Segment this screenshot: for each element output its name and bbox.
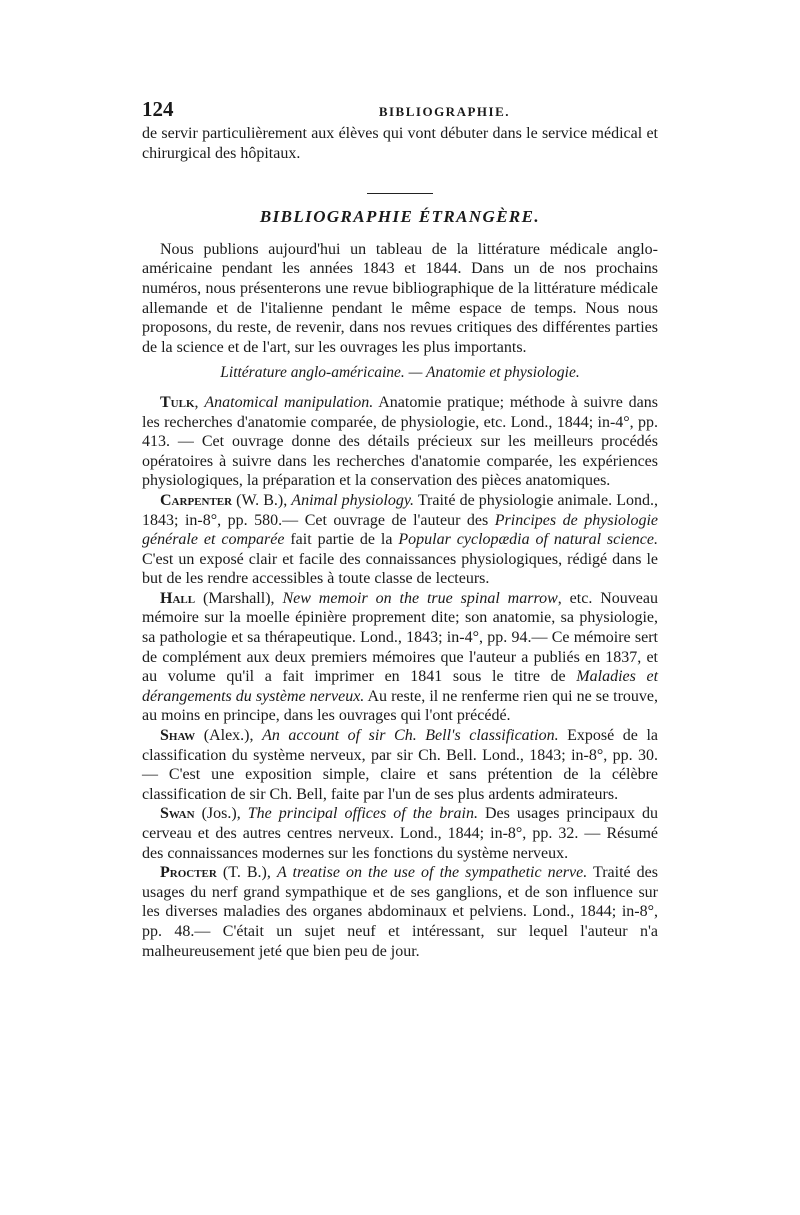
- entry-body-secondary: Au reste, il ne renferme rien qui ne se trouve, au moins en principe, dans les ouvrages qui l'ont précédé.: [142, 687, 658, 725]
- entry-author: Carpenter: [160, 491, 233, 509]
- entry-body: Traité de physiologie animale. Lond., 1843; in-8°, pp. 580.— Cet ouvrage de l'auteur des: [142, 491, 659, 529]
- entry-author-suffix: (Jos.),: [194, 805, 248, 823]
- section-intro: Nous publions aujourd'hui un tableau de la littérature médicale anglo-américaine pendant les années 1843 et 1844. Dans un de nos prochains numéros, nous présenterons une revue bibliographique de la littérature médicale allemande et de l'italienne pendant le même espace de temps. Nous nous proposons, du reste, de revenir, dans nos revues critiques des différentes parties de la science et de l'art, sur les ouvrages les plus importants.: [142, 240, 658, 356]
- entry-title: Animal physiology.: [291, 491, 415, 509]
- bibliography-entry: [142, 726, 658, 804]
- entry-author-suffix: (Alex.),: [195, 727, 263, 745]
- intro-continuation: de servir particulièrement aux élèves qui vont débuter dans le service médical et chirurgical des hôpitaux.: [142, 125, 658, 162]
- entry-body: , etc. Nouveau mémoire sur la moelle épinière proprement dite; son anatomie, sa physiologie, sa pathologie et sa thérapeutique. Lond., 1843; in-4°, pp. 94.— Ce mémoire sert de complément aux deux premiers mémoires que l'auteur a publiés en 1837, et au volume qu'il a fait imprimer en 1841 sous le titre de: [142, 589, 658, 686]
- entry-author: Swan: [160, 805, 195, 823]
- page-number: 124: [142, 97, 174, 121]
- bibliography-entry: [142, 491, 658, 589]
- bibliography-entry: [142, 804, 658, 863]
- section-divider: [367, 193, 433, 194]
- entry-body-tertiary: C'est un exposé clair et facile des connaissances physiologiques, rédigé dans le but de les rendre accessibles à toute classe de lecteurs.: [142, 550, 658, 588]
- entry-title: An account of sir Ch. Bell's classification.: [262, 727, 559, 745]
- entry-author: Procter: [160, 864, 217, 882]
- entry-author-suffix: ,: [194, 393, 205, 411]
- entry-title: New memoir on the true spinal marrow: [282, 589, 558, 607]
- section-title: BIBLIOGRAPHIE ÉTRANGÈRE.: [259, 207, 541, 227]
- entry-title: A treatise on the use of the sympathetic nerve.: [276, 864, 588, 882]
- subsection-title: Littérature anglo-américaine. — Anatomie et physiologie.: [220, 364, 580, 382]
- entry-author-suffix: (W. B.),: [232, 491, 292, 509]
- entry-author: Shaw: [160, 727, 196, 745]
- text-column: [142, 97, 659, 961]
- bibliography-entry: [142, 589, 658, 726]
- entry-author: Hall: [160, 589, 196, 607]
- entry-title: The principal offices of the brain.: [247, 805, 478, 823]
- entry-body: Exposé de la classification du système nerveux, par sir Ch. Bell. Lond., 1843; in-8°, pp. 30. — C'est une exposition simple, claire et sans prétention de la célèbre classification de sir Ch. Bell, faite par l'un de ses plus ardents admirateurs.: [142, 727, 658, 803]
- entry-body: Traité des usages du nerf grand sympathique et de ses ganglions, et de son influence sur les diverses maladies des organes abdominaux et pelviens. Lond., 1844; in-8°, pp. 48.— C'était un sujet neuf et intéressant, sur lequel l'auteur n'a malheureusement jeté que bien peu de jour.: [142, 864, 659, 960]
- entry-author: Tulk: [160, 393, 195, 411]
- entry-author-suffix: (Marshall),: [195, 589, 283, 607]
- entry-title-secondary: Principes de physiologie générale et comparée: [142, 511, 659, 549]
- entry-body: Anatomie pratique; méthode à suivre dans les recherches d'anatomie comparée, de physiologie, etc. Lond., 1844; in-4°, pp. 413. — Cet ouvrage donne des détails précieux sur les meilleurs procédés opératoires à suivre dans les recherches d'anatomie comparée, les expériences physiologiques, la préparation et la conservation des pièces anatomiques.: [142, 393, 659, 490]
- entry-body: Des usages principaux du cerveau et des autres centres nerveux. Lond., 1844; in-8°, pp. 32. — Résumé des connaissances modernes sur les fonctions du système nerveux.: [142, 805, 659, 862]
- page-header: [142, 97, 658, 124]
- entry-title-tertiary: Popular cyclopædia of natural science.: [398, 531, 659, 549]
- bibliography-entry: [142, 863, 658, 961]
- entry-title-secondary: Maladies et dérangements du système nerveux.: [142, 668, 659, 705]
- entry-body-secondary: fait partie de la: [284, 531, 399, 549]
- entry-title: Anatomical manipulation.: [204, 393, 374, 411]
- bibliography-entry: [142, 393, 658, 491]
- entry-author-suffix: (T. B.),: [216, 864, 277, 882]
- running-title: BIBLIOGRAPHIE.: [378, 104, 510, 119]
